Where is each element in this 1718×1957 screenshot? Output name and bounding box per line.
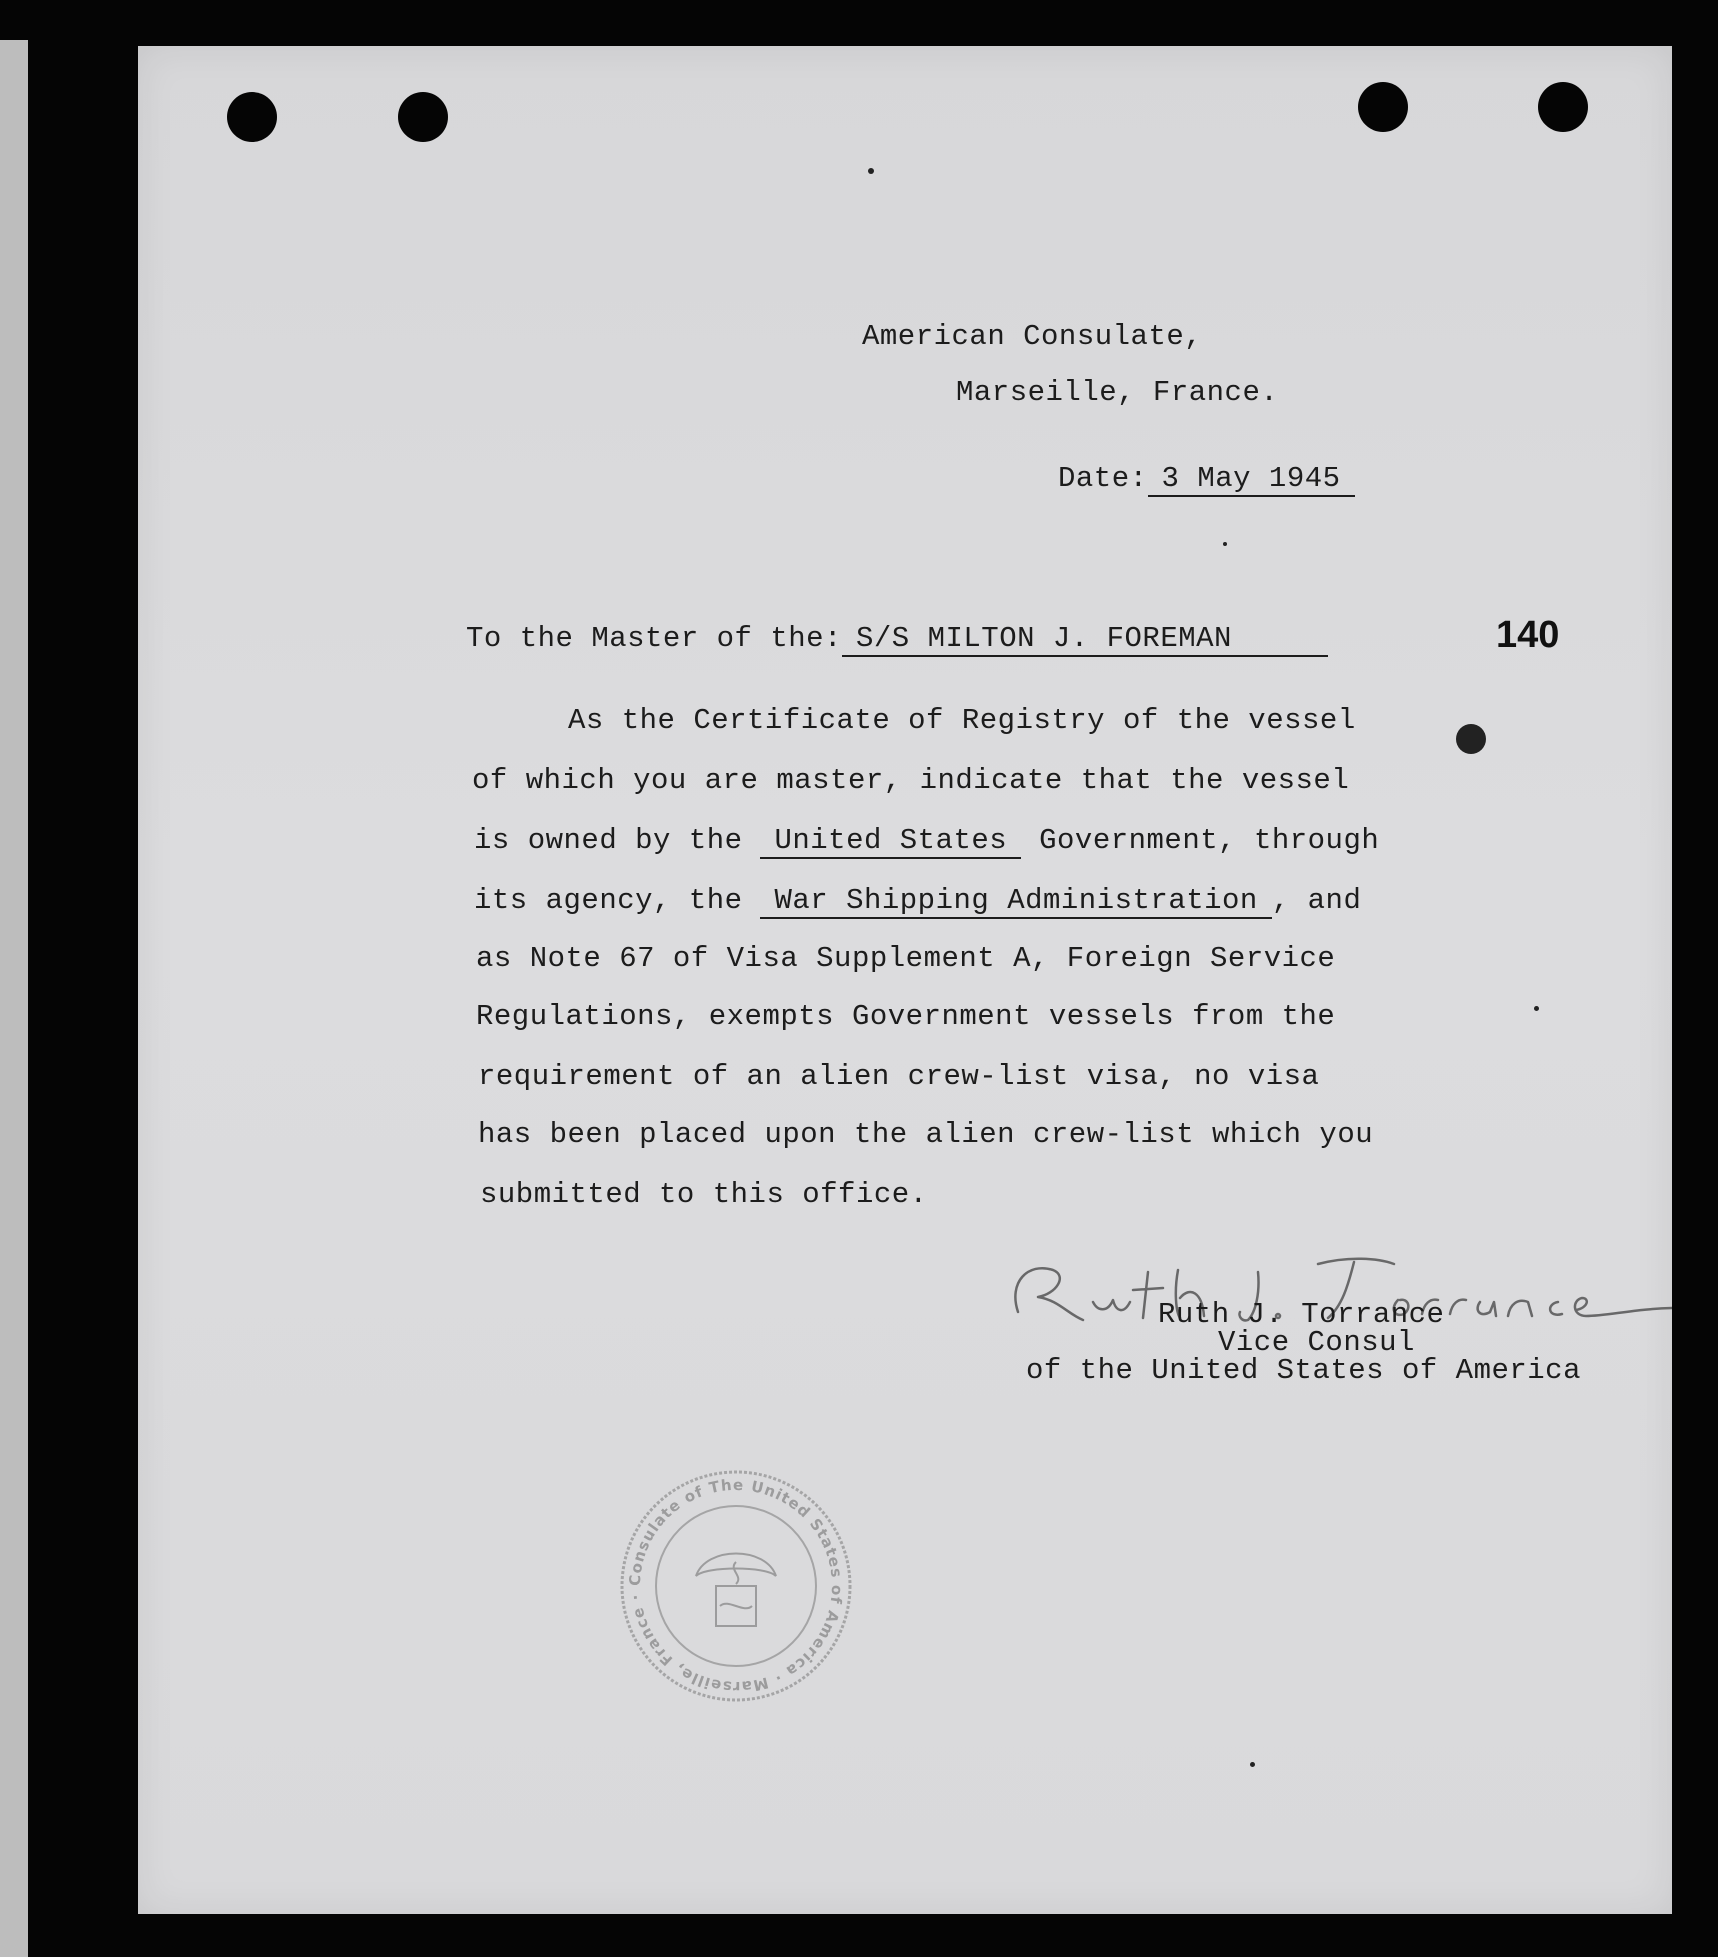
consulate-seal-stamp <box>616 1466 856 1706</box>
ink-speck <box>1534 1006 1539 1011</box>
owner-agency: War Shipping Administration <box>760 886 1271 919</box>
letter-page <box>138 46 1672 1914</box>
punch-hole-1 <box>227 92 277 142</box>
date-value: 3 May 1945 <box>1148 464 1355 497</box>
body-line-3-start: is owned by the <box>474 824 761 857</box>
letterhead-line-1: American Consulate, <box>862 320 1203 353</box>
body-line-5: as Note 67 of Visa Supplement A, Foreign Service <box>476 942 1336 975</box>
punch-hole-3 <box>1358 82 1408 132</box>
date-line <box>1058 464 1355 497</box>
ink-speck <box>1456 724 1486 754</box>
body-line-9: submitted to this office. <box>480 1178 928 1211</box>
body-line-7: requirement of an alien crew-list visa, no visa <box>478 1060 1320 1093</box>
punch-hole-4 <box>1538 82 1588 132</box>
date-label: Date: <box>1058 462 1148 495</box>
ink-speck <box>1250 1762 1255 1767</box>
addressee-label: To the Master of the: <box>466 622 842 655</box>
body-line-8: has been placed upon the alien crew-list which you <box>478 1118 1374 1151</box>
body-line-4-end: , and <box>1271 884 1362 917</box>
body-line-2: of which you are master, indicate that the vessel <box>472 764 1350 797</box>
body-line-4 <box>474 886 1361 919</box>
film-edge-strip <box>0 40 28 1957</box>
body-line-3 <box>474 826 1379 859</box>
owner-government: United States <box>760 826 1021 859</box>
punch-hole-2 <box>398 92 448 142</box>
body-line-4-start: its agency, the <box>474 884 761 917</box>
vessel-name: S/S MILTON J. FOREMAN <box>842 624 1328 657</box>
addressee-line <box>466 624 1328 657</box>
page-number: 140 <box>1496 614 1560 656</box>
signer-title: Vice Consul <box>1218 1326 1415 1359</box>
svg-text:Consulate of The United States: Consulate of The United States of America · Marseille, France · <box>625 1475 847 1697</box>
signer-country: of the United States of America <box>1026 1354 1581 1387</box>
body-line-6: Regulations, exempts Government vessels from the <box>476 1000 1336 1033</box>
ink-speck <box>868 168 874 174</box>
ink-speck <box>1223 542 1227 546</box>
letterhead-line-2: Marseille, France. <box>956 376 1279 409</box>
body-line-1: As the Certificate of Registry of the vessel <box>568 704 1356 737</box>
signer-name: Ruth J. Torrance <box>1158 1298 1445 1331</box>
body-line-3-end: Government, through <box>1021 824 1380 857</box>
